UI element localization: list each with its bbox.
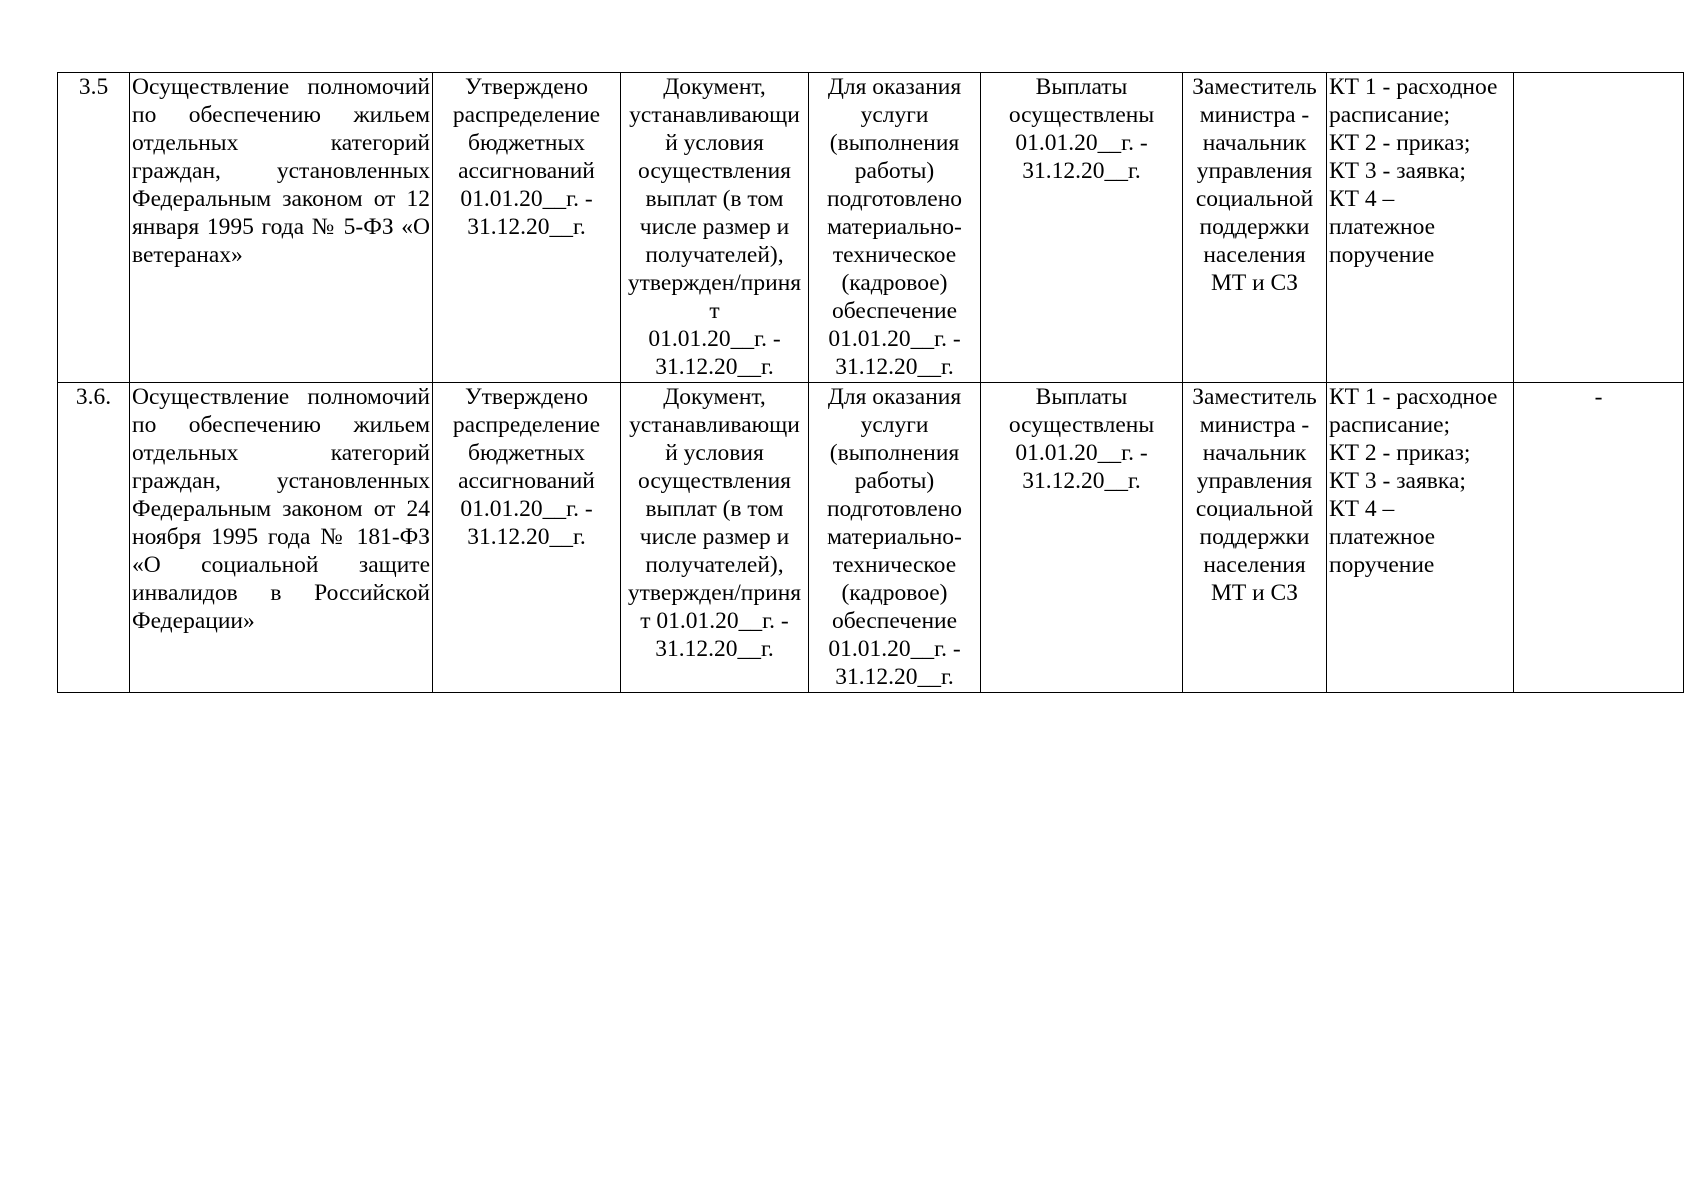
responsible-text: Заместитель министра - начальник управления социальной поддержки населения МТ и СЗ [1192, 74, 1317, 296]
document-cell [621, 73, 809, 383]
measure-name: Осуществление полномочий по обеспечению жильем отдельных категорий граждан, установленных Федеральным законом от 12 января 1995 года № 5-ФЗ «О ветеранах» [132, 74, 430, 268]
measure-name: Осуществление полномочий по обеспечению жильем отдельных категорий граждан, установленных Федеральным законом от 24 ноября 1995 года № 181-ФЗ «О социальной защите инвалидов в Российской Федерации» [132, 384, 430, 634]
document-text: Документ, устанавливающи й условия осуществления выплат (в том числе размер и получателей), утвержден/приня т 01.01.20__г. - 31.12.20__г. [627, 384, 802, 662]
responsible-text: Заместитель министра - начальник управления социальной поддержки населения МТ и СЗ [1192, 384, 1317, 606]
last-column-text: - [1594, 384, 1603, 410]
control-points-cell [1327, 383, 1514, 693]
measure-name-cell [130, 383, 433, 693]
row-number: 3.5 [78, 74, 109, 100]
responsible-cell [1183, 383, 1327, 693]
document-text: Документ, устанавливающи й условия осуществления выплат (в том числе размер и получателей), утвержден/приня т 01.01.20__г. - 31.12.20__г. [627, 74, 802, 380]
table-row [58, 73, 1684, 383]
payments-cell [981, 73, 1183, 383]
row-number-cell [58, 73, 130, 383]
row-number: 3.6. [75, 384, 112, 410]
row-number-cell [58, 383, 130, 693]
event-cell [433, 73, 621, 383]
document-cell [621, 383, 809, 693]
last-column-cell [1514, 383, 1684, 693]
event-text: Утверждено распределение бюджетных ассигнований 01.01.20__г. - 31.12.20__г. [452, 74, 601, 240]
measures-table [57, 72, 1684, 693]
measure-name-cell [130, 73, 433, 383]
control-points-text: КТ 1 - расходное расписание; КТ 2 - приказ; КТ 3 - заявка; КТ 4 – платежное поручение [1329, 74, 1498, 268]
payments-text: Выплаты осуществлены 01.01.20__г. - 31.12.20__г. [1008, 74, 1155, 184]
control-points-cell [1327, 73, 1514, 383]
payments-cell [981, 383, 1183, 693]
event-cell [433, 383, 621, 693]
last-column-cell [1514, 73, 1684, 383]
service-text: Для оказания услуги (выполнения работы) подготовлено материально- техническое (кадровое) обеспечение 01.01.20__г. - 31.12.20__г. [826, 384, 963, 690]
payments-text: Выплаты осуществлены 01.01.20__г. - 31.12.20__г. [1008, 384, 1155, 494]
table-row [58, 383, 1684, 693]
control-points-text: КТ 1 - расходное расписание; КТ 2 - приказ; КТ 3 - заявка; КТ 4 – платежное поручение [1329, 384, 1498, 578]
service-cell [809, 383, 981, 693]
event-text: Утверждено распределение бюджетных ассигнований 01.01.20__г. - 31.12.20__г. [452, 384, 601, 550]
responsible-cell [1183, 73, 1327, 383]
service-cell [809, 73, 981, 383]
service-text: Для оказания услуги (выполнения работы) подготовлено материально- техническое (кадровое) обеспечение 01.01.20__г. - 31.12.20__г. [826, 74, 963, 380]
